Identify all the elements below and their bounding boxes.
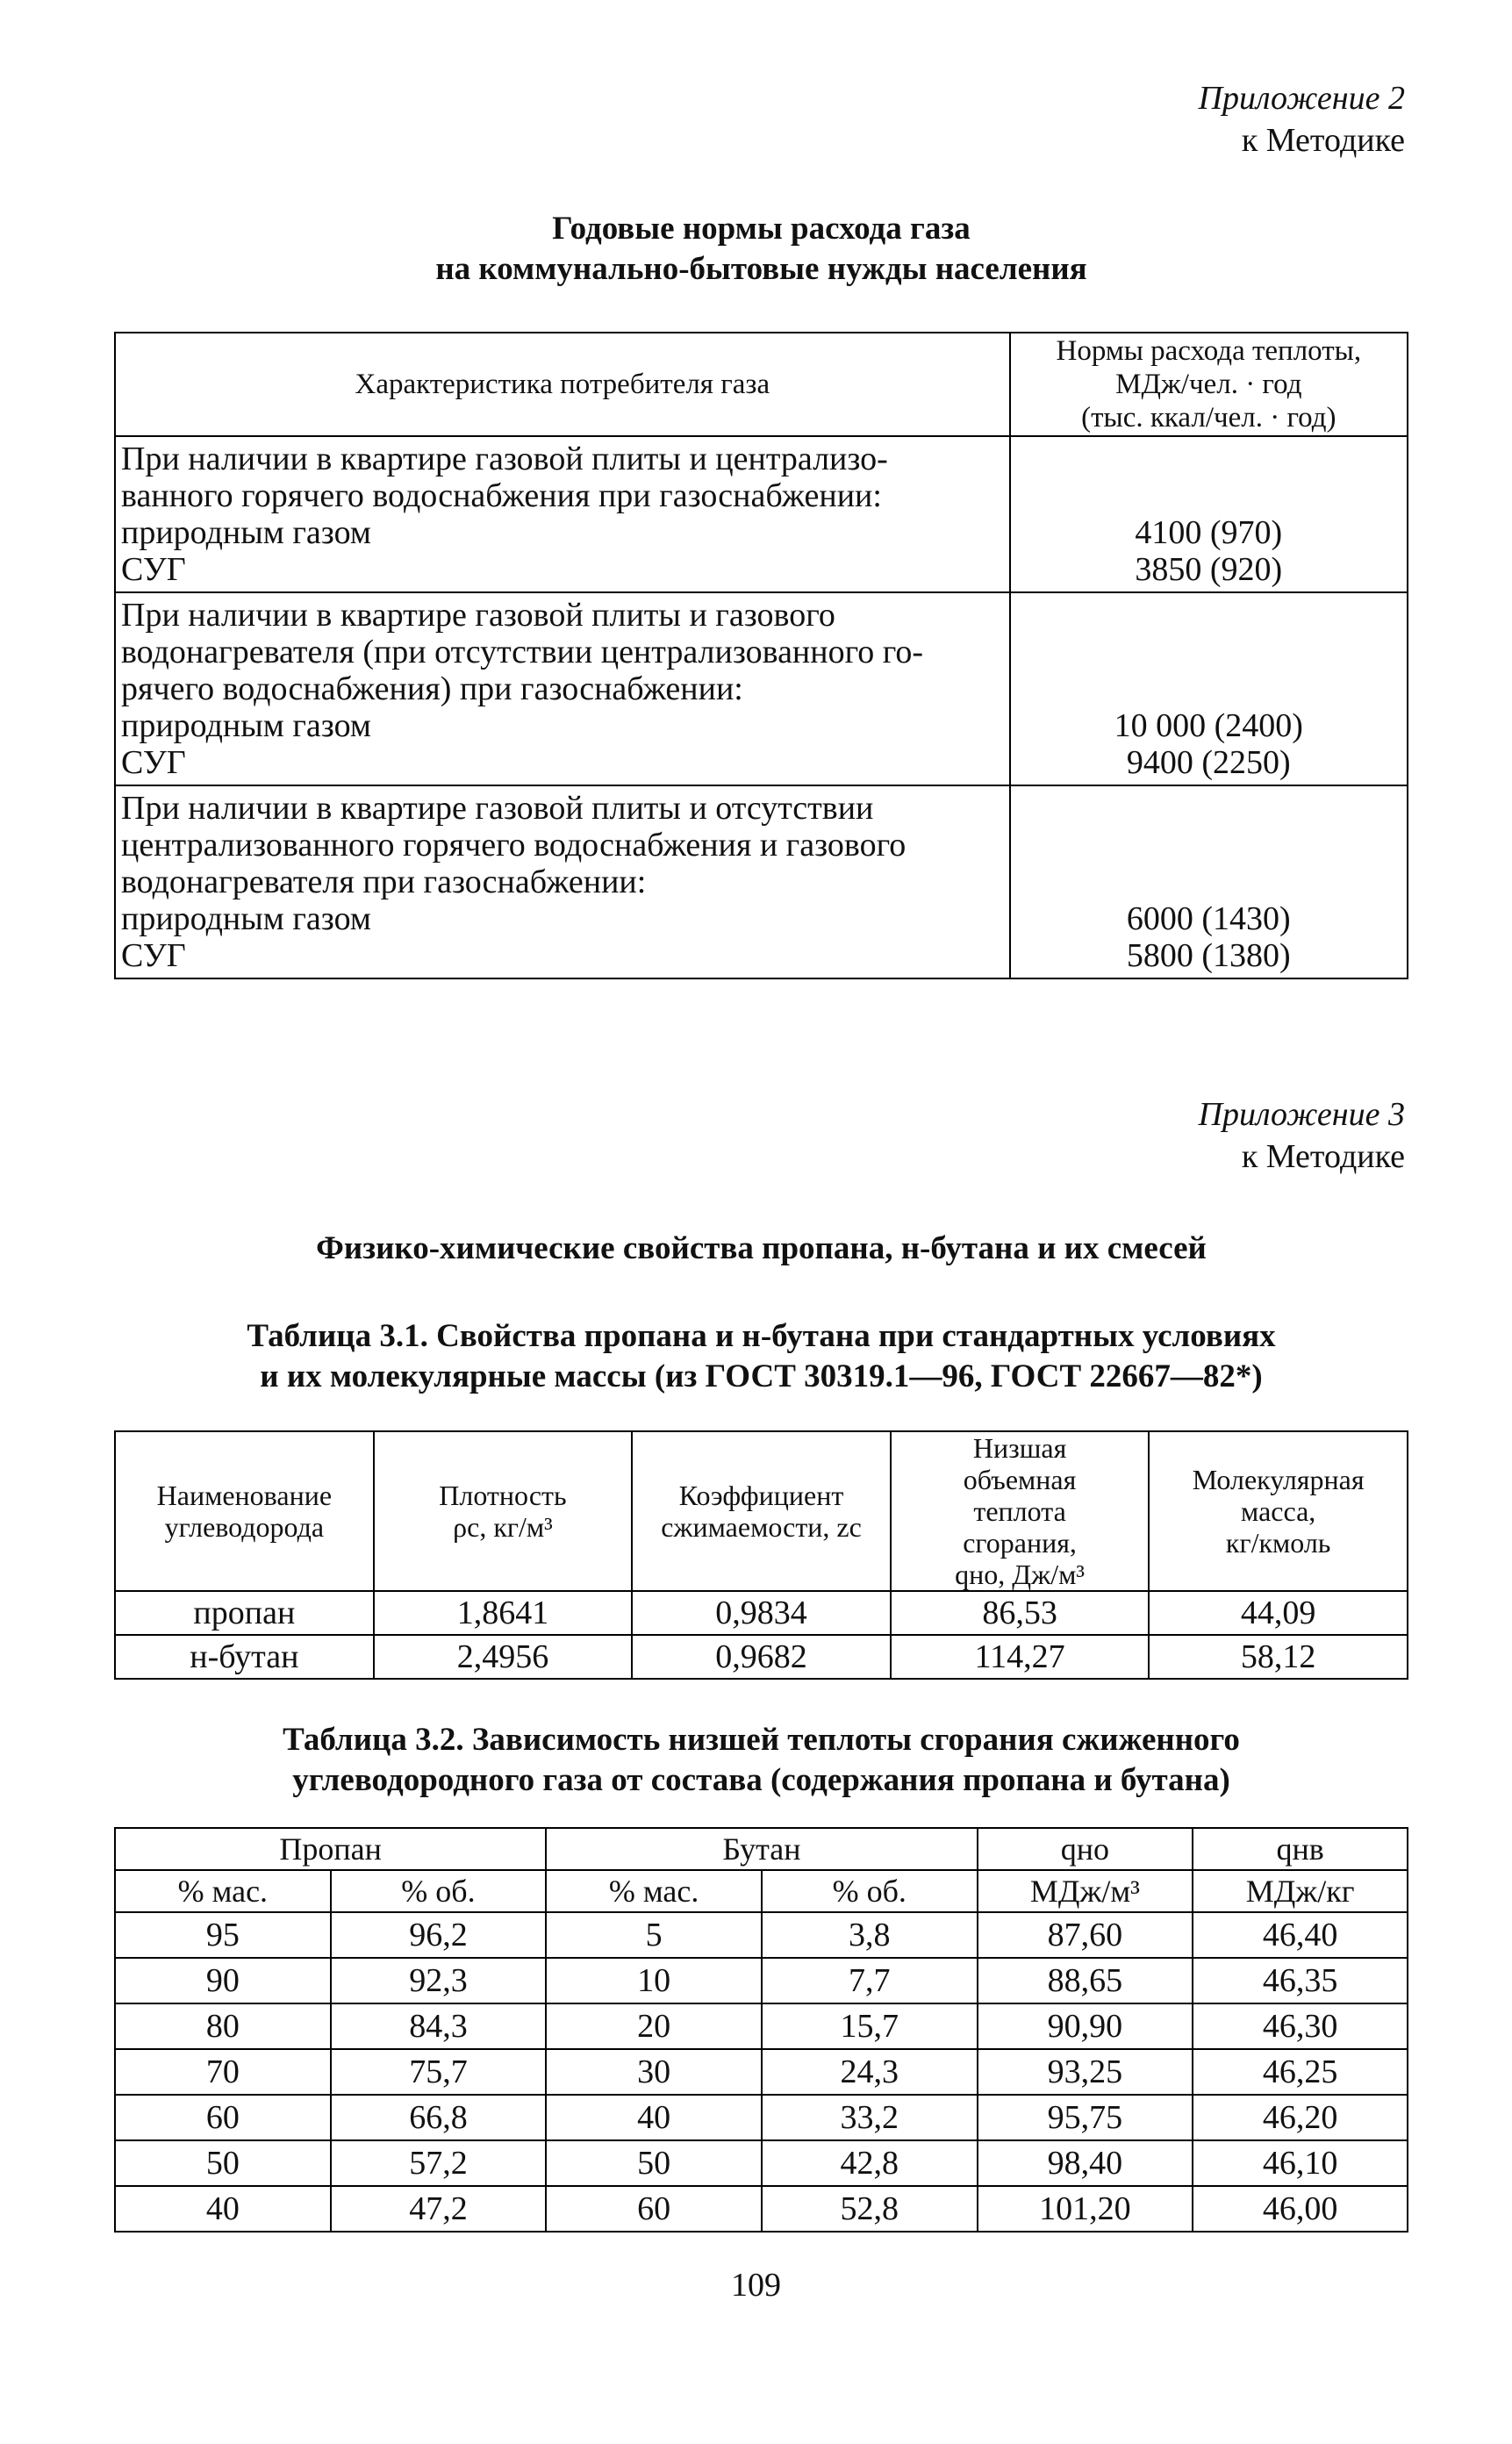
text-line: При наличии в квартире газовой плиты и отсутствии xyxy=(121,790,874,827)
cell: 2,4956 xyxy=(374,1635,633,1679)
header-line: qно, Дж/м³ xyxy=(955,1559,1085,1590)
text-line: СУГ xyxy=(121,744,186,781)
header-butane-mass: % мас. xyxy=(546,1870,762,1912)
table-row xyxy=(115,2186,1408,2232)
norm-value: 5800 (1380) xyxy=(1126,937,1291,974)
gas-norms-table xyxy=(114,332,1408,979)
appendix-3-title: Физико-химические свойства пропана, н-бутана и их смесей xyxy=(316,1230,1207,1266)
cell: 44,09 xyxy=(1149,1591,1408,1635)
text-line: СУГ xyxy=(121,551,186,588)
appendix-2-label xyxy=(1199,77,1405,161)
cell: 15,7 xyxy=(762,2003,978,2049)
consumer-description xyxy=(115,592,1010,785)
cell: 0,9682 xyxy=(632,1635,891,1679)
cell: 87,60 xyxy=(978,1912,1193,1958)
cell: 33,2 xyxy=(762,2095,978,2140)
cell: 80 xyxy=(115,2003,331,2049)
text-line: природным газом xyxy=(121,707,371,744)
table-sub-header-row xyxy=(115,1870,1408,1912)
cell: 20 xyxy=(546,2003,762,2049)
cell: 5 xyxy=(546,1912,762,1958)
table-3-1-caption-line-2: и их молекулярные массы (из ГОСТ 30319.1—96, ГОСТ 22667—82*) xyxy=(260,1358,1263,1394)
norm-value: 4100 (970) xyxy=(1135,514,1283,551)
text-line: рячего водоснабжения) при газоснабжении: xyxy=(121,670,743,707)
cell: 3,8 xyxy=(762,1912,978,1958)
cell: пропан xyxy=(115,1591,374,1635)
cell: 92,3 xyxy=(331,1958,547,2003)
table-3-2-caption-line-2: углеводородного газа от состава (содержания пропана и бутана) xyxy=(292,1762,1230,1798)
cell: 0,9834 xyxy=(632,1591,891,1635)
cell: 58,12 xyxy=(1149,1635,1408,1679)
header-compressibility xyxy=(632,1431,891,1591)
header-q-lower-mass: qнв xyxy=(1193,1828,1408,1870)
table-row xyxy=(115,2003,1408,2049)
header-molecular-mass xyxy=(1149,1431,1408,1591)
cell: 46,30 xyxy=(1193,2003,1408,2049)
cell: 95,75 xyxy=(978,2095,1193,2140)
cell: н-бутан xyxy=(115,1635,374,1679)
norm-values xyxy=(1010,592,1408,785)
cell: 93,25 xyxy=(978,2049,1193,2095)
norm-value: 6000 (1430) xyxy=(1126,900,1291,937)
cell: 46,40 xyxy=(1193,1912,1408,1958)
table-3-1-caption xyxy=(114,1316,1408,1397)
header-heat-norms xyxy=(1010,333,1408,436)
table-header-row xyxy=(115,1431,1408,1591)
table-row xyxy=(115,2049,1408,2095)
header-line: кг/кмоль xyxy=(1225,1527,1331,1559)
cell: 52,8 xyxy=(762,2186,978,2232)
text-line: централизованного горячего водоснабжения и газового xyxy=(121,827,906,864)
cell: 50 xyxy=(546,2140,762,2186)
cell: 101,20 xyxy=(978,2186,1193,2232)
cell: 40 xyxy=(546,2095,762,2140)
appendix-3-label xyxy=(1199,1093,1405,1178)
text-line: природным газом xyxy=(121,900,371,937)
appendix-2-number: Приложение 2 xyxy=(1198,80,1405,117)
header-line: сжимаемости, zс xyxy=(661,1511,862,1543)
header-line: Молекулярная xyxy=(1192,1464,1365,1495)
header-line: сгорания, xyxy=(963,1527,1077,1559)
cell: 88,65 xyxy=(978,1958,1193,2003)
header-consumer-characteristic: Характеристика потребителя газа xyxy=(115,333,1010,436)
table-3-2-caption-line-1: Таблица 3.2. Зависимость низшей теплоты сгорания сжиженного xyxy=(283,1722,1240,1758)
text-line: При наличии в квартире газовой плиты и газового xyxy=(121,597,835,634)
header-mj-per-m3: МДж/м³ xyxy=(978,1870,1193,1912)
header-density xyxy=(374,1431,633,1591)
appendix-2-title-line-1: Годовые нормы расхода газа xyxy=(552,211,971,247)
cell: 90 xyxy=(115,1958,331,2003)
header-heat-norms-line-2: МДж/чел. · год xyxy=(1115,369,1302,400)
cell: 46,00 xyxy=(1193,2186,1408,2232)
header-butane-volume: % об. xyxy=(762,1870,978,1912)
table-row xyxy=(115,1591,1408,1635)
table-row xyxy=(115,1635,1408,1679)
cell: 66,8 xyxy=(331,2095,547,2140)
page-number: 109 xyxy=(731,2267,781,2304)
table-3-1 xyxy=(114,1430,1408,1680)
header-hydrocarbon-name xyxy=(115,1431,374,1591)
cell: 70 xyxy=(115,2049,331,2095)
header-propane-volume: % об. xyxy=(331,1870,547,1912)
header-q-lower-volumetric: qно xyxy=(978,1828,1193,1870)
table-row xyxy=(115,2095,1408,2140)
cell: 50 xyxy=(115,2140,331,2186)
norm-value: 3850 (920) xyxy=(1135,551,1283,588)
text-line: природным газом xyxy=(121,514,371,551)
text-line: ванного горячего водоснабжения при газоснабжении: xyxy=(121,477,882,514)
cell: 60 xyxy=(546,2186,762,2232)
appendix-3-number: Приложение 3 xyxy=(1198,1096,1405,1133)
cell: 95 xyxy=(115,1912,331,1958)
table-row xyxy=(115,1958,1408,2003)
table-row xyxy=(115,1912,1408,1958)
cell: 46,25 xyxy=(1193,2049,1408,2095)
cell: 1,8641 xyxy=(374,1591,633,1635)
cell: 46,35 xyxy=(1193,1958,1408,2003)
cell: 40 xyxy=(115,2186,331,2232)
header-butane: Бутан xyxy=(546,1828,977,1870)
table-row xyxy=(115,592,1408,785)
header-propane: Пропан xyxy=(115,1828,546,1870)
table-3-2-body xyxy=(115,1912,1408,2232)
cell: 75,7 xyxy=(331,2049,547,2095)
header-line: Плотность xyxy=(439,1480,567,1511)
cell: 7,7 xyxy=(762,1958,978,2003)
header-heat-norms-line-3: (тыс. ккал/чел. · год) xyxy=(1081,402,1336,434)
cell: 57,2 xyxy=(331,2140,547,2186)
cell: 46,20 xyxy=(1193,2095,1408,2140)
cell: 30 xyxy=(546,2049,762,2095)
header-line: теплота xyxy=(973,1495,1066,1527)
header-line: объемная xyxy=(963,1464,1077,1495)
table-row xyxy=(115,2140,1408,2186)
norm-values xyxy=(1010,436,1408,592)
header-mj-per-kg: МДж/кг xyxy=(1193,1870,1408,1912)
table-row xyxy=(115,785,1408,978)
cell: 60 xyxy=(115,2095,331,2140)
cell: 90,90 xyxy=(978,2003,1193,2049)
norm-value: 10 000 (2400) xyxy=(1114,707,1303,744)
table-row xyxy=(115,436,1408,592)
header-line: ρс, кг/м³ xyxy=(453,1511,553,1543)
cell: 84,3 xyxy=(331,2003,547,2049)
header-line: Низшая xyxy=(972,1432,1067,1464)
appendix-2-title-line-2: на коммунально-бытовые нужды населения xyxy=(435,251,1087,287)
text-line: водонагревателя (при отсутствии централизованного го- xyxy=(121,634,924,670)
header-line: углеводорода xyxy=(164,1511,325,1543)
appendix-2-title xyxy=(114,209,1408,290)
appendix-3-reference: к Методике xyxy=(1241,1138,1405,1175)
text-line: водонагревателя при газоснабжении: xyxy=(121,864,647,900)
cell: 46,10 xyxy=(1193,2140,1408,2186)
cell: 47,2 xyxy=(331,2186,547,2232)
table-3-1-caption-line-1: Таблица 3.1. Свойства пропана и н-бутана при стандартных условиях xyxy=(247,1318,1276,1354)
appendix-2-reference: к Методике xyxy=(1241,122,1405,159)
header-line: Наименование xyxy=(156,1480,333,1511)
table-group-header-row xyxy=(115,1828,1408,1870)
consumer-description xyxy=(115,436,1010,592)
cell: 24,3 xyxy=(762,2049,978,2095)
consumer-description xyxy=(115,785,1010,978)
norm-values xyxy=(1010,785,1408,978)
header-propane-mass: % мас. xyxy=(115,1870,331,1912)
header-line: масса, xyxy=(1241,1495,1316,1527)
table-3-2-caption xyxy=(114,1720,1408,1801)
header-heat-norms-line-1: Нормы расхода теплоты, xyxy=(1056,335,1362,367)
table-3-2 xyxy=(114,1827,1408,2233)
cell: 42,8 xyxy=(762,2140,978,2186)
text-line: При наличии в квартире газовой плиты и централизо- xyxy=(121,441,888,477)
cell: 98,40 xyxy=(978,2140,1193,2186)
norm-value: 9400 (2250) xyxy=(1126,744,1291,781)
cell: 96,2 xyxy=(331,1912,547,1958)
table-header-row xyxy=(115,333,1408,436)
cell: 10 xyxy=(546,1958,762,2003)
header-lower-heat xyxy=(891,1431,1149,1591)
cell: 114,27 xyxy=(891,1635,1149,1679)
text-line: СУГ xyxy=(121,937,186,974)
header-line: Коэффициент xyxy=(678,1480,844,1511)
cell: 86,53 xyxy=(891,1591,1149,1635)
